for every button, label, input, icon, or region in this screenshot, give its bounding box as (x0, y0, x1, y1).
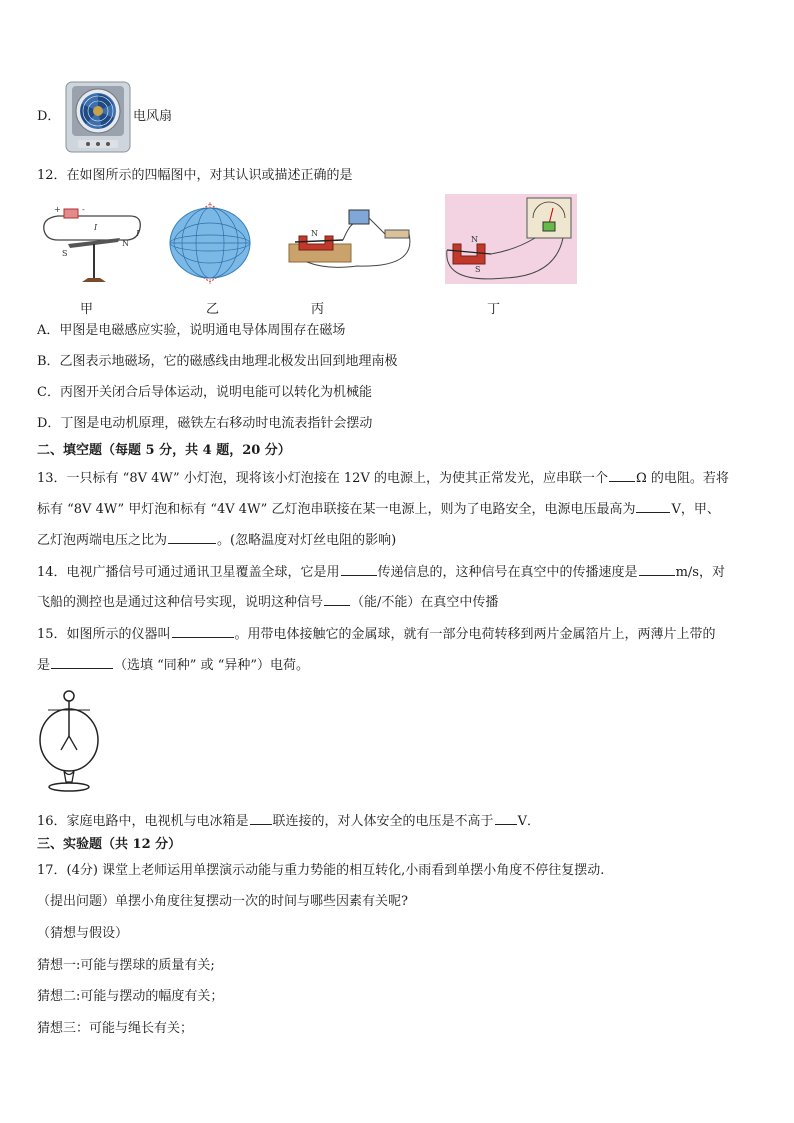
q15-text: 是 (37, 658, 51, 673)
answer-blank[interactable] (341, 562, 377, 576)
q12-option-a: A．甲图是电磁感应实验，说明通电导体周围存在磁场 (37, 323, 346, 338)
q17-question: （提出问题）单摆小角度往复摆动一次的时间与哪些因素有关呢? (37, 894, 408, 909)
q13-line-3 (37, 530, 396, 550)
q12-option-b: B．乙图表示地磁场，它的磁感线由地理北极发出回到地理南极 (37, 354, 398, 369)
figure-oersted (38, 200, 146, 290)
q14-line-1 (37, 562, 725, 582)
north-label: N (311, 229, 318, 238)
section-heading-fill-in: 二、填空题（每题 5 分，共 4 题，20 分） (37, 443, 291, 458)
q16-text: 16．家庭电路中，电视机与电冰箱是 (37, 814, 249, 829)
caption-jia: 甲 (80, 302, 94, 317)
answer-blank[interactable] (609, 468, 635, 482)
answer-blank[interactable] (495, 811, 517, 825)
caption-yi: 乙 (206, 302, 220, 317)
figure-earth-magnetic-field (155, 202, 265, 284)
q17-stem: 17．(4分) 课堂上老师运用单摆演示动能与重力势能的相互转化,小雨看到单摆小角度不停往复摆动. (37, 863, 605, 878)
q13-text: 乙灯泡两端电压之比为 (37, 533, 168, 548)
q17-hypothesis-heading: （猜想与假设） (37, 926, 129, 941)
answer-blank[interactable] (168, 530, 216, 544)
q14-text: 飞船的测控也是通过这种信号实现，说明这种信号 (37, 595, 324, 610)
q16-line (37, 811, 540, 831)
answer-blank[interactable] (250, 811, 272, 825)
q15-text: （选填 “同种” 或 “异种”）电荷。 (114, 658, 309, 673)
minus-label: - (82, 205, 85, 214)
q16-text: 联连接的，对人体安全的电压是不高于 (272, 814, 494, 829)
south-label: S (62, 249, 68, 258)
q13-text: 13．一只标有 “8V 4W” 小灯泡，现将该小灯泡接在 12V 的电源上，为使其正常发光，应串联一个 (37, 471, 608, 486)
q13-line-2 (37, 499, 720, 519)
north-label: N (122, 239, 129, 248)
answer-blank[interactable] (639, 562, 675, 576)
q11-option-d (37, 108, 60, 126)
section-heading-experiment: 三、实验题（共 12 分） (37, 837, 182, 852)
electric-fan-image (64, 80, 132, 155)
north-label: N (471, 235, 478, 244)
q14-text: m/s，对 (675, 565, 725, 580)
q15-line-1 (37, 624, 716, 644)
q12-stem: 12．在如图所示的四幅图中，对其认识或描述正确的是 (37, 168, 353, 183)
q14-text: 14．电视广播信号可通过通讯卫星覆盖全球，它是用 (37, 565, 340, 580)
caption-ding: 丁 (487, 302, 501, 317)
figure-motor-experiment (287, 206, 417, 276)
q14-line-2 (37, 592, 498, 612)
south-label: S (475, 265, 481, 274)
q13-text: Ω 的电阻。若将 (635, 471, 729, 486)
current-label: I (94, 223, 98, 232)
q16-text: V． (517, 814, 540, 829)
q11-option-d-text: 电风扇 (133, 109, 173, 124)
caption-bing: 丙 (311, 302, 325, 317)
q12-option-d: D．丁图是电动机原理，磁铁左右移动时电流表指针会摆动 (37, 416, 373, 431)
current-label-right: I (136, 229, 140, 238)
q14-text: 传递信息的，这种信号在真空中的传播速度是 (377, 565, 638, 580)
q13-text: 标有 “8V 4W” 甲灯泡和标有 “4V 4W” 乙灯泡串联接在某一电源上，则为了电路安全，电源电压最高为 (37, 502, 636, 517)
electroscope-image (38, 688, 104, 794)
q13-text: V，甲、 (671, 502, 720, 517)
q15-text: 15．如图所示的仪器叫 (37, 627, 171, 642)
q13-line-1 (37, 468, 729, 488)
q17-guess-1: 猜想一:可能与摆球的质量有关; (37, 958, 215, 973)
q17-guess-3: 猜想三：可能与绳长有关； (37, 1021, 194, 1036)
answer-blank[interactable] (51, 655, 113, 669)
answer-blank[interactable] (636, 499, 670, 513)
q12-option-c: C．丙图开关闭合后导体运动，说明电能可以转化为机械能 (37, 385, 372, 400)
answer-blank[interactable] (172, 624, 234, 638)
plus-label: + (54, 205, 61, 214)
q14-text: （能/不能）在真空中传播 (351, 595, 499, 610)
answer-blank[interactable] (324, 592, 350, 606)
figure-electromagnetic-induction (445, 194, 577, 284)
q17-guess-2: 猜想二:可能与摆动的幅度有关； (37, 989, 224, 1004)
q13-text: 。(忽略温度对灯丝电阻的影响) (217, 533, 397, 548)
q15-line-2 (37, 655, 309, 675)
option-letter: D． (37, 109, 61, 124)
q15-text: 。用带电体接触它的金属球，就有一部分电荷转移到两片金属箔片上，两薄片上带的 (234, 627, 716, 642)
